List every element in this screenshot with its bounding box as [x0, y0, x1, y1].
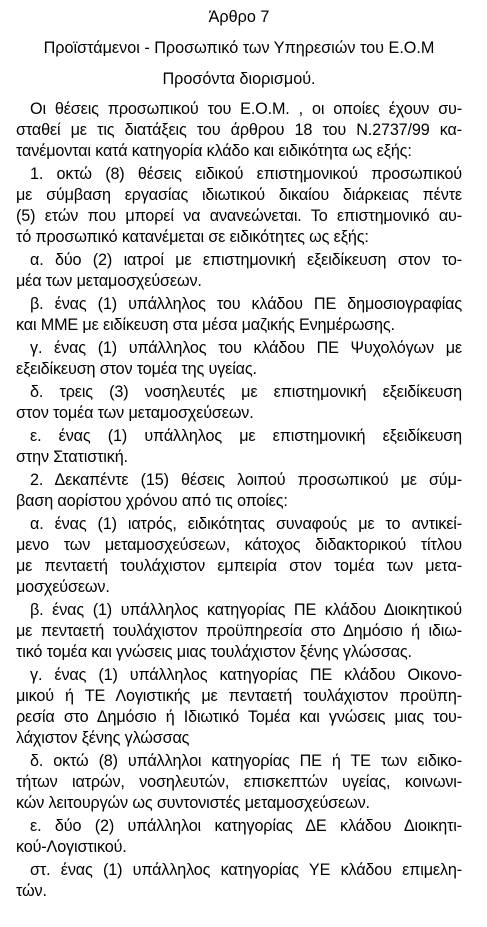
section-title: Προσόντα διορισμού. [162, 70, 316, 88]
paragraph-line: 1. οκτώ (8) θέσεις ειδικού επιστημονικού προσωπικού [30, 165, 462, 183]
paragraph-line: Οι θέσεις προσωπικού του Ε.Ο.Μ. , οι οποίες έχουν συ- [30, 100, 462, 118]
paragraph-line: τών. [16, 882, 47, 900]
paragraph [16, 426, 462, 468]
paragraph-line: εξειδίκευση στον τομέα της υγείας. [16, 360, 257, 378]
paragraph [16, 99, 462, 162]
paragraph-line: 2. Δεκαπέντε (15) θέσεις λοιπού προσωπικού με σύμ- [30, 471, 462, 489]
paragraph-line: βαση αορίστου χρόνου από τις οποίες: [16, 492, 288, 510]
paragraph-line: (5) ετών που μπορεί να ανανεώνεται. Το επιστημονικό αυ- [16, 207, 462, 225]
paragraph [16, 470, 462, 512]
paragraph-line: λάχιστον ξένης γλώσσας [16, 729, 190, 747]
paragraph-line: α. δύο (2) ιατροί με επιστημονική εξειδίκευση στον το- [30, 251, 462, 269]
paragraph-line: τικό τομέα και γνώσεις μιας τουλάχιστον ξένης γλώσσας. [16, 643, 412, 661]
paragraph [16, 514, 462, 598]
paragraph-line: μέα των μεταμοσχεύσεων. [16, 272, 202, 290]
article-title: Άρθρο 7 [208, 8, 270, 26]
paragraph-line: δ. τρεις (3) νοσηλευτές με επιστημονική εξειδίκευση [30, 383, 462, 401]
paragraph [16, 665, 462, 749]
paragraph-line: κών λειτουργών ως συντονιστές μεταμοσχεύσεων. [16, 794, 370, 812]
paragraph-line: ε. δύο (2) υπάλληλοι κατηγορίας ΔΕ κλάδου Διοικητι- [30, 817, 462, 835]
paragraph-line: σταθεί με τις διατάξεις του άρθρου 18 του Ν.2737/99 κα- [16, 121, 462, 139]
paragraph-line: τανέμονται κατά κατηγορία κλάδο και ειδικότητα ως εξής: [16, 142, 412, 160]
paragraph [16, 382, 462, 424]
paragraph-line: α. ένας (1) ιατρός, ειδικότητας συναφούς με το αντικεί- [30, 515, 462, 533]
paragraph-line: κού-Λογιστικού. [16, 838, 127, 856]
paragraph [16, 816, 462, 858]
paragraph [16, 338, 462, 380]
paragraph-line: ε. ένας (1) υπάλληλος με επιστημονική εξειδίκευση [30, 427, 462, 445]
paragraph-line: μενο των μεταμοσχεύσεων, κάτοχος διδακτορικού τίτλου [16, 536, 462, 554]
paragraph-line: γ. ένας (1) υπάλληλος κατηγορίας ΠΕ κλάδου Οικονο- [30, 666, 462, 684]
paragraph-line: και ΜΜΕ με ειδίκευση στα μέσα μαζικής Ενημέρωσης. [16, 316, 395, 334]
paragraph-line: με πενταετή τουλάχιστον προϋπηρεσία στο Δημόσιο ή ιδιω- [16, 622, 462, 640]
paragraph [16, 860, 462, 902]
paragraph-line: στ. ένας (1) υπάλληλος κατηγορίας ΥΕ κλάδου επιμελη- [30, 861, 462, 879]
paragraph-line: στον τομέα των μεταμοσχεύσεων. [16, 404, 254, 422]
paragraph [16, 164, 462, 248]
paragraph-line: με σύμβαση εργασίας ιδιωτικού δικαίου διάρκειας πέντε [16, 186, 462, 204]
paragraph-line: τήτων ιατρών, νοσηλευτών, επισκεπτών υγείας, κοινωνι- [16, 773, 462, 791]
paragraph-line: μικού ή ΤΕ Λογιστικής με πενταετή τουλάχιστον προϋπη- [16, 687, 462, 705]
paragraph-line: με πενταετή τουλάχιστον εμπειρία στον τομέα των μετα- [16, 557, 462, 575]
paragraph-line: γ. ένας (1) υπάλληλος του κλάδου ΠΕ Ψυχολόγων με [30, 339, 462, 357]
paragraph-line: δ. οκτώ (8) υπάλληλοι κατηγορίας ΠΕ ή ΤΕ των ειδικο- [30, 752, 462, 770]
paragraph-line: ρεσία στο Δημόσιο ή Ιδιωτικό Τομέα και γνώσεις μιας του- [16, 708, 462, 726]
article-subtitle: Προϊστάμενοι - Προσωπικό των Υπηρεσιών του Ε.Ο.Μ [43, 39, 435, 57]
paragraph-line: στην Στατιστική. [16, 448, 128, 466]
paragraph [16, 294, 462, 336]
document-page [16, 6, 462, 904]
paragraph-line: τό προσωπικό κατανέμεται σε ειδικότητες ως εξής: [16, 228, 369, 246]
paragraph-line: β. ένας (1) υπάλληλος του κλάδου ΠΕ δημοσιογραφίας [30, 295, 462, 313]
paragraph-line: μοσχεύσεων. [16, 578, 110, 596]
paragraph-line: β. ένας (1) υπάλληλος κατηγορίας ΠΕ κλάδου Διοικητικού [30, 601, 462, 619]
paragraph [16, 751, 462, 814]
article-body [16, 99, 462, 902]
paragraph [16, 250, 462, 292]
paragraph [16, 600, 462, 663]
